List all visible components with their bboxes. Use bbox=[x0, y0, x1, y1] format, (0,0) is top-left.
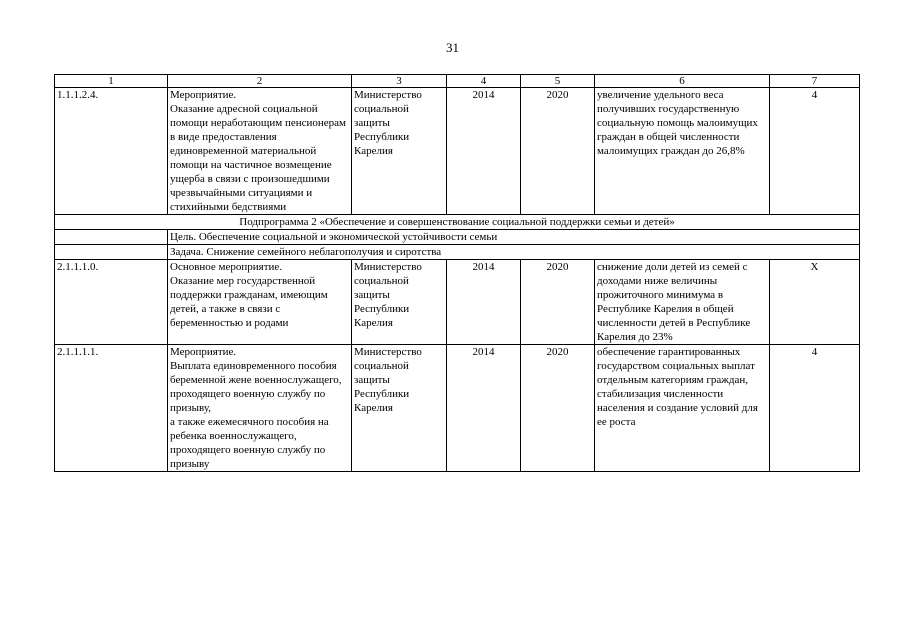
subprogram-row bbox=[55, 215, 860, 230]
page-number: 31 bbox=[446, 40, 459, 55]
row-result: снижение доли детей из семей с доходами ниже величины прожиточного минимума в Республике Карелия в общей численности детей в Республике Карелия до 23% bbox=[595, 260, 770, 345]
task-row bbox=[55, 245, 860, 260]
column-header: 6 bbox=[595, 75, 770, 88]
row-end-year: 2020 bbox=[521, 88, 595, 215]
row-activity: Основное мероприятие. Оказание мер государственной поддержки гражданам, имеющим детей, а также в связи с беременностью и родами bbox=[168, 260, 352, 345]
column-header: 4 bbox=[447, 75, 521, 88]
goal-row bbox=[55, 230, 860, 245]
row-start-year: 2014 bbox=[447, 88, 521, 215]
row-result: обеспечение гарантированных государством социальных выплат отдельным категориям граждан, стабилизация численности населения и создание условий для ее роста bbox=[595, 345, 770, 472]
task-text: Задача. Снижение семейного неблагополучия и сиротства bbox=[168, 245, 860, 260]
row-start-year: 2014 bbox=[447, 345, 521, 472]
row-result: увеличение удельного веса получивших государственную социальную помощь малоимущих граждан в общей численности малоимущих граждан до 26,8% bbox=[595, 88, 770, 215]
column-header: 3 bbox=[352, 75, 447, 88]
row-activity: Мероприятие. Оказание адресной социальной помощи неработающим пенсионерам в виде предоставления единовременной материальной помощи на частичное возмещение ущерба в связи с произошедшими чрезвычайными ситуациями и стихийными бедствиями bbox=[168, 88, 352, 215]
empty-cell bbox=[55, 230, 168, 245]
row-end-year: 2020 bbox=[521, 260, 595, 345]
row-executor: Министерство социальной защиты Республики Карелия bbox=[352, 88, 447, 215]
column-header: 7 bbox=[770, 75, 860, 88]
row-indicator: X bbox=[770, 260, 860, 345]
goal-text: Цель. Обеспечение социальной и экономической устойчивости семьи bbox=[168, 230, 860, 245]
row-code: 1.1.1.2.4. bbox=[55, 88, 168, 215]
row-code: 2.1.1.1.1. bbox=[55, 345, 168, 472]
table-row bbox=[55, 88, 860, 215]
empty-cell bbox=[55, 245, 168, 260]
row-code: 2.1.1.1.0. bbox=[55, 260, 168, 345]
column-number-row bbox=[55, 75, 860, 88]
row-start-year: 2014 bbox=[447, 260, 521, 345]
column-header: 5 bbox=[521, 75, 595, 88]
program-table bbox=[54, 74, 860, 472]
column-header: 2 bbox=[168, 75, 352, 88]
table-row bbox=[55, 260, 860, 345]
row-indicator: 4 bbox=[770, 345, 860, 472]
row-end-year: 2020 bbox=[521, 345, 595, 472]
subprogram-title: Подпрограмма 2 «Обеспечение и совершенствование социальной поддержки семьи и детей» bbox=[55, 215, 860, 230]
row-executor: Министерство социальной защиты Республики Карелия bbox=[352, 345, 447, 472]
column-header: 1 bbox=[55, 75, 168, 88]
row-indicator: 4 bbox=[770, 88, 860, 215]
row-activity: Мероприятие. Выплата единовременного пособия беременной жене военнослужащего, проходящего военную службу по призыву, а также ежемесячного пособия на ребенка военнослужащего, проходящего военную службу по призыву bbox=[168, 345, 352, 472]
row-executor: Министерство социальной защиты Республики Карелия bbox=[352, 260, 447, 345]
table-row bbox=[55, 345, 860, 472]
